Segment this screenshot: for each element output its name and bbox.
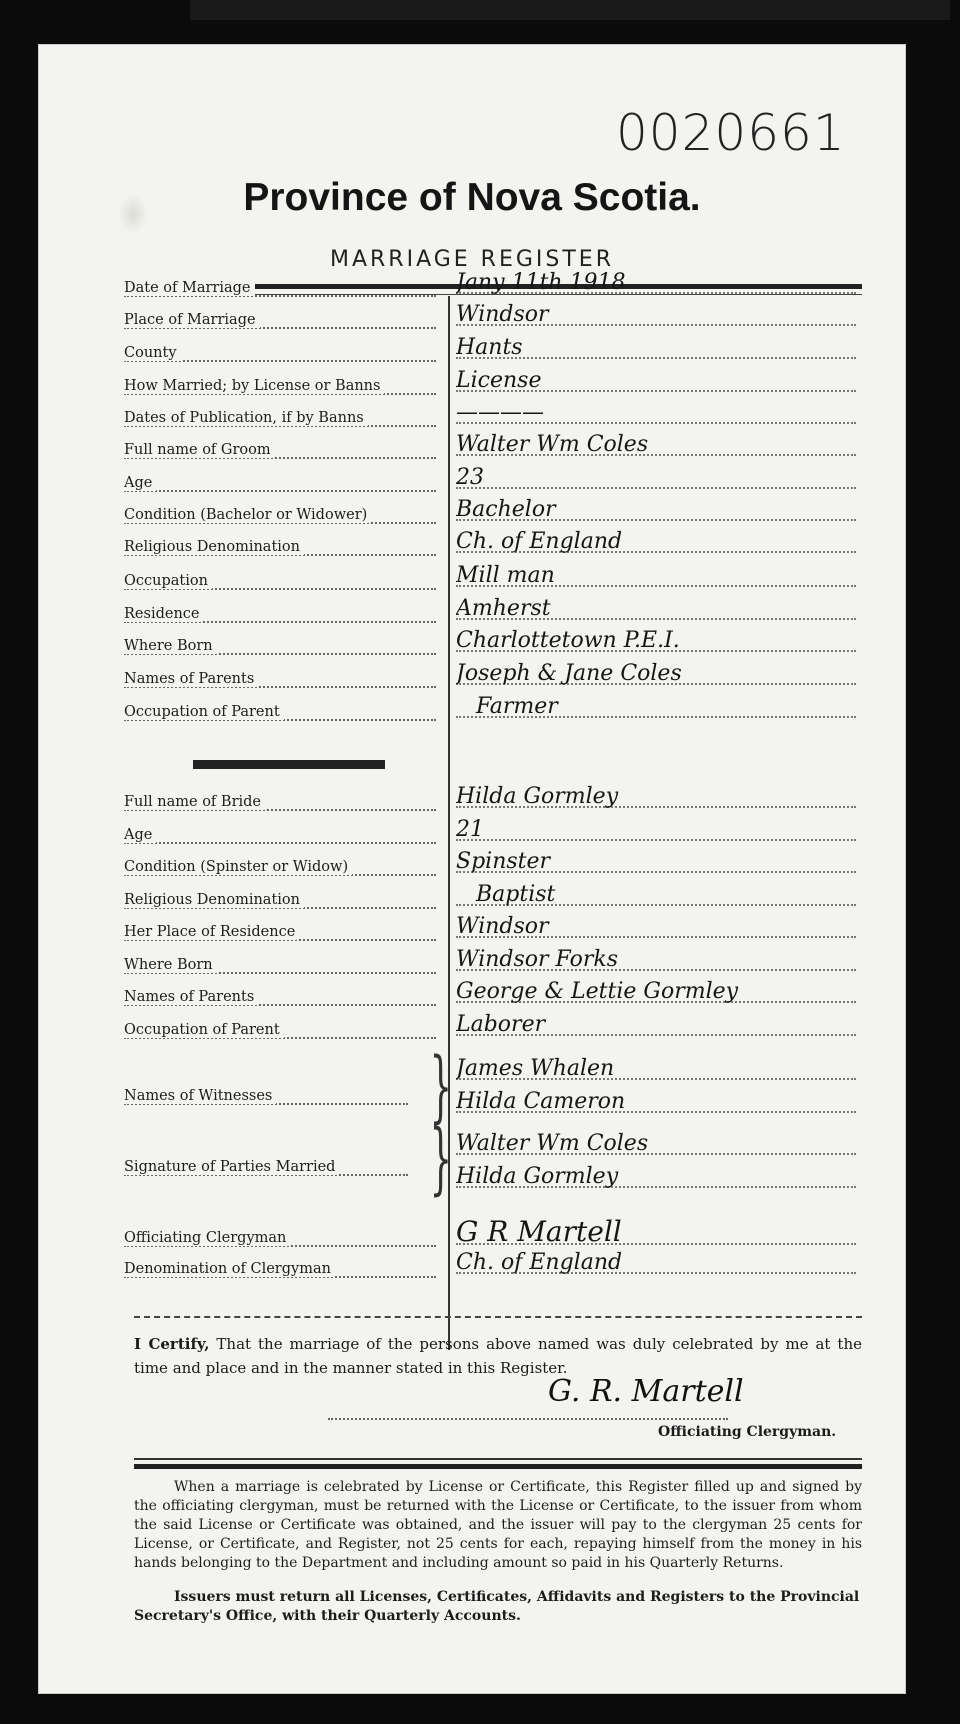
field-label: Age (124, 827, 442, 851)
field-label: Where Born (124, 957, 442, 981)
field-label: Full name of Bride (124, 794, 442, 818)
field-label: Dates of Publication, if by Banns (124, 410, 442, 434)
field-label: Where Born (124, 638, 442, 662)
field-value: Charlottetown P.E.I. (456, 628, 856, 658)
field-value: Spinster (456, 849, 856, 879)
field-value: 23 (456, 465, 856, 495)
field-value: George & Lettie Gormley (456, 979, 856, 1009)
certification-statement (134, 1332, 862, 1380)
field-value: 21 (456, 817, 856, 847)
signature-line (328, 1408, 728, 1420)
field-value: Walter Wm Coles (456, 432, 856, 462)
field-label: Names of Parents (124, 989, 442, 1013)
field-label: Names of Parents (124, 671, 442, 695)
field-value: Windsor (456, 302, 856, 332)
field-label: Denomination of Clergyman (124, 1261, 442, 1285)
witness-brace: } (429, 1042, 452, 1132)
certify-lead: I Certify, (134, 1335, 210, 1353)
field-value: Ch. of England (456, 1250, 856, 1280)
certify-text: That the marriage of the persons above named was duly celebrated by me at the time and place and in the manner stated in this Register. (134, 1335, 862, 1377)
field-label: How Married; by License or Banns (124, 378, 442, 402)
field-label: Full name of Groom (124, 442, 442, 466)
field-value: Joseph & Jane Coles (456, 661, 856, 691)
signature-caption: Officiating Clergyman. (658, 1424, 837, 1440)
field-value: Amherst (456, 596, 856, 626)
field-value: Hants (456, 335, 856, 365)
notice-rule-heavy (134, 1464, 862, 1469)
register-form (38, 44, 906, 1694)
field-label: Residence (124, 606, 442, 630)
field-value: G R Martell (456, 1215, 856, 1251)
field-value: Hilda Cameron (456, 1089, 856, 1119)
field-label: Officiating Clergyman (124, 1230, 442, 1254)
field-value: Ch. of England (456, 529, 856, 559)
field-label: Occupation (124, 573, 442, 597)
field-value: Laborer (456, 1012, 856, 1042)
field-label: Signature of Parties Married (124, 1159, 414, 1183)
field-value: ———— (456, 400, 856, 430)
notice-rule (134, 1458, 862, 1460)
field-value: Baptist (456, 882, 856, 912)
document-number: 0020661 (616, 104, 846, 162)
field-value: Hilda Gormley (456, 1164, 856, 1194)
field-value: James Whalen (456, 1056, 856, 1086)
field-label: Names of Witnesses (124, 1088, 414, 1112)
field-label: Religious Denomination (124, 892, 442, 916)
field-label: Age (124, 475, 442, 499)
register-title: MARRIAGE REGISTER (329, 247, 614, 272)
field-value: Windsor Forks (456, 947, 856, 977)
field-label: Her Place of Residence (124, 924, 442, 948)
field-label: Place of Marriage (124, 312, 442, 336)
field-value: Walter Wm Coles (456, 1131, 856, 1161)
field-label: Occupation of Parent (124, 1022, 442, 1046)
field-label: County (124, 345, 442, 369)
field-value: Windsor (456, 914, 856, 944)
notice-text: When a marriage is celebrated by License or Certificate, this Register filled up and signed by the officiating clergyman, must be returned with the License or Certificate, to the issuer from whom the said License or Certificate was obtained, and the issuer will pay to the clergyman 25 cents for License, or Certificate, and Register, not 25 cents for each, repaying himself from the money in his hands belonging to the Department and including amount so paid in his Quarterly Returns. (134, 1479, 862, 1571)
field-label: Religious Denomination (124, 539, 442, 563)
certify-rule (134, 1316, 862, 1318)
section-divider-bar (193, 760, 385, 769)
field-label: Condition (Spinster or Widow) (124, 859, 442, 883)
province-title: Province of Nova Scotia. (243, 176, 701, 219)
field-value: Mill man (456, 563, 856, 593)
signature-brace: } (429, 1114, 452, 1204)
field-value: Farmer (456, 694, 856, 724)
field-value: License (456, 368, 856, 398)
field-value: Hilda Gormley (456, 784, 856, 814)
field-label: Condition (Bachelor or Widower) (124, 507, 442, 531)
field-label: Occupation of Parent (124, 704, 442, 728)
field-value: Jany 11th 1918 (456, 270, 856, 300)
field-value: Bachelor (456, 497, 856, 527)
field-label: Date of Marriage (124, 280, 442, 304)
clergyman-signature: G. R. Martell (548, 1374, 744, 1409)
scan-edge (190, 0, 950, 20)
return-instruction: Issuers must return all Licenses, Certificates, Affidavits and Registers to the Provincial Secretary's Office, with their Quarterly Accounts. (134, 1589, 860, 1624)
